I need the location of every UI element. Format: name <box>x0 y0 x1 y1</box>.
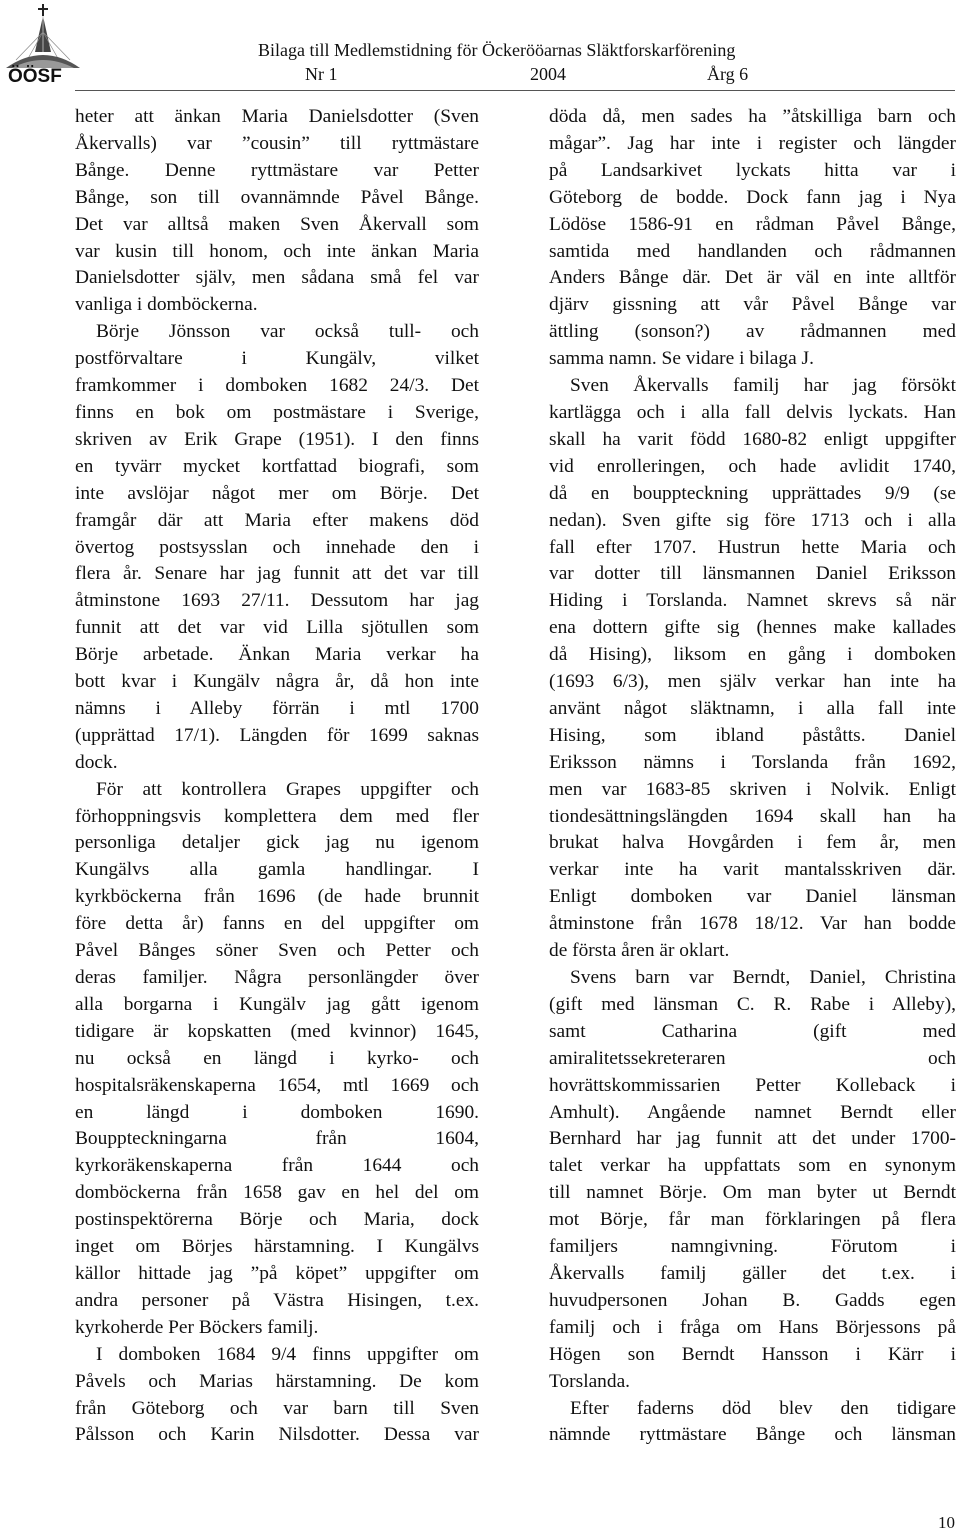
text-line: kyrkböckerna från 1696 (de hade brunnit <box>75 886 479 908</box>
text-line: amiralitetssekreteraren och <box>549 1047 956 1069</box>
text-line: Påvel Bånges söner Sven och Petter och <box>75 940 479 962</box>
text-line: familj och i fråga om Hans Börjessons på <box>549 1316 956 1338</box>
text-line: Hiding i Torslanda. Namnet skrevs så när <box>549 590 956 612</box>
text-line: verkar inte ha varit mantalsskriven där. <box>549 859 956 881</box>
text-line: samtida med handlanden och rådmannen <box>549 240 956 262</box>
header-divider <box>75 90 955 91</box>
text-line: deras familjer. Några personlängder över <box>75 967 479 988</box>
text-line: inte avslöjar något mer om Börje. Det <box>75 482 479 504</box>
text-line: flera år. Senare har jag funnit att det var till <box>75 563 479 585</box>
text-line: åtminstone från 1678 18/12. Var han bodde <box>549 913 956 935</box>
text-line: domböckerna från 1658 gav en hel del om <box>75 1182 479 1204</box>
text-line: då Hising), liksom en gång i domboken <box>549 644 956 666</box>
text-line: Danielsdotter själv, men sådana små fel var <box>75 267 479 289</box>
text-line: Hising, som ibland påståtts. Daniel <box>549 724 956 746</box>
text-line: men var 1683-85 skriven i Nolvik. Enligt <box>549 778 956 800</box>
text-line: från Göteborg och var barn till Sven <box>75 1397 479 1419</box>
text-line: framkommer i domboken 1682 24/3. Det <box>75 375 479 397</box>
text-line: Börje arbetade. Änkan Maria verkar ha <box>75 644 479 666</box>
text-line: finns en bok om postmästare i Sverige, <box>75 401 479 423</box>
text-line: Börje Jönsson var också tull- och <box>96 321 479 343</box>
text-line: samt Catharina (gift med <box>549 1020 956 1042</box>
text-line: Eriksson nämns i Torslanda från 1692, <box>549 751 956 773</box>
text-line: huvudpersonen Johan B. Gadds egen <box>549 1289 956 1311</box>
text-line: (gift med länsman C. R. Rabe i Alleby), <box>549 993 956 1015</box>
text-line: familjers namngivning. Förutom i <box>549 1236 956 1258</box>
text-line: en längd i domboken 1690. <box>75 1101 479 1123</box>
text-line: var kusin till honom, och inte änkan Maria <box>75 240 479 262</box>
text-line: vanliga i domböckerna. <box>75 294 258 316</box>
text-line: Det var alltså maken Sven Åkervall som <box>75 213 479 235</box>
text-line: djärv gissning att vår Påvel Bånge var <box>549 294 956 316</box>
text-line: Anders Bånge där. Det är väl en inte alltför <box>549 267 956 289</box>
text-line: använt något släktnamn, i alla fall inte <box>549 697 956 719</box>
text-line: dock. <box>75 751 118 773</box>
text-line: postinspektörerna Börje och Maria, dock <box>75 1209 479 1231</box>
text-line: Sven Åkervalls familj har jag försökt <box>570 375 956 397</box>
text-line: fall efter 1707. Hustrun hette Maria och <box>549 536 956 558</box>
text-line: Bouppteckningarna från 1604, <box>75 1128 479 1150</box>
issue-number: Nr 1 <box>305 64 338 84</box>
text-line: nämns i Alleby förrän i mtl 1700 <box>75 697 479 719</box>
text-line: Bånge. Denne ryttmästare var Petter <box>75 159 479 181</box>
text-line: postförvaltare i Kungälv, vilket <box>75 348 479 370</box>
text-line: ena dottern gifte sig (hennes make kallades <box>549 617 956 639</box>
text-line: heter att änkan Maria Danielsdotter (Sven <box>75 106 479 127</box>
text-line: samma namn. Se vidare i bilaga J. <box>549 348 814 370</box>
text-line: Enligt domboken var Daniel länsman <box>549 886 956 908</box>
text-line: Torslanda. <box>549 1370 631 1392</box>
text-line: förhoppningsvis komplettera dem med fler <box>75 805 479 827</box>
text-line: en tyvärr mycket kortfattad biografi, som <box>75 455 479 477</box>
text-line: Bernhard har jag funnit att det under 1700- <box>549 1128 956 1150</box>
page-number: 10 <box>938 1513 955 1532</box>
text-line: Lödöse 1586-91 en rådman Påvel Bånge, <box>549 213 956 235</box>
text-line: nedan). Sven gifte sig före 1713 och i alla <box>549 509 956 531</box>
text-line: vid enrolleringen, och hade avlidit 1740, <box>549 455 956 477</box>
text-line: bott kvar i Kungälv några år, då hon inte <box>75 671 479 693</box>
issue-year: 2004 <box>530 64 566 84</box>
text-line: alla borgarna i Kungälv jag gått igenom <box>75 993 479 1015</box>
text-line: Åkervalls) var ”cousin” till ryttmästare <box>75 132 479 154</box>
text-line: nämnde ryttmästare Bånge och länsman <box>549 1424 956 1446</box>
text-line: Påvels och Marias härstamning. De kom <box>75 1370 479 1392</box>
text-line: tiondesättningslängden 1694 skall han ha <box>549 805 956 827</box>
text-line: mågar”. Jag har inte i register och längder <box>549 132 956 154</box>
text-line: var dotter till länsmannen Daniel Eriksson <box>549 563 956 585</box>
text-line: funnit att det var vid Lilla sjötullen som <box>75 617 479 639</box>
text-line: Kungälvs alla gamla handlingar. I <box>75 859 479 881</box>
text-line: kartlägga och i alla fall delvis lyckats. Han <box>549 401 956 423</box>
text-line: Högen son Berndt Hansson i Kärr i <box>549 1343 956 1365</box>
text-line: kyrkoherde Per Böckers familj. <box>75 1316 319 1338</box>
text-line: I domboken 1684 9/4 finns uppgifter om <box>96 1343 479 1365</box>
text-line: framgår där att Maria efter makens död <box>75 509 479 531</box>
text-line: Bånge, son till ovannämnde Påvel Bånge. <box>75 186 479 208</box>
text-line: För att kontrollera Grapes uppgifter och <box>96 778 479 800</box>
text-line: hovrättskommissarien Petter Kolleback i <box>549 1074 956 1096</box>
text-line: (1693 6/3), men själv verkar han inte ha <box>549 671 956 693</box>
text-line: Åkervalls familj gäller det t.ex. i <box>549 1262 956 1284</box>
text-line: andra personer på Västra Hisingen, t.ex. <box>75 1289 479 1311</box>
text-line: hospitalsräkenskaperna 1654, mtl 1669 och <box>75 1074 479 1096</box>
society-logo <box>2 2 84 98</box>
text-line: skriven av Erik Grape (1951). I den finns <box>75 428 479 450</box>
text-line: (upprättad 17/1). Längden för 1699 saknas <box>75 724 479 746</box>
text-line: döda då, men sades ha ”åtskilliga barn och <box>549 106 956 127</box>
publication-title: Bilaga till Medlemstidning för Öckerööarnas Släktforskarförening <box>258 40 736 60</box>
text-line: Göteborg de bodde. Dock fann jag i Nya <box>549 186 956 208</box>
text-line: till namnet Börje. Om man byter ut Berndt <box>549 1182 956 1204</box>
text-line: mot Börje, får man förklaringen på flera <box>549 1209 956 1231</box>
text-line: talet verkar ha uppfattats som en synonym <box>549 1155 956 1177</box>
text-line: åtminstone 1693 27/11. Dessutom har jag <box>75 590 479 612</box>
text-line: Amhult). Angående namnet Berndt eller <box>549 1101 956 1123</box>
text-line: brukat halva Hovgården i fem år, men <box>549 832 956 854</box>
logo-text: ÖÖSF <box>8 66 62 87</box>
text-line: tidigare är kopskatten (med kvinnor) 1645, <box>75 1020 479 1042</box>
text-line: skall ha varit född 1680-82 enligt uppgifter <box>549 428 956 450</box>
text-line: Efter faderns död blev den tidigare <box>570 1397 956 1419</box>
text-line: Pålsson och Karin Nilsdotter. Dessa var <box>75 1424 479 1446</box>
text-line: på Landsarkivet lyckats hitta var i <box>549 159 956 181</box>
text-line: före detta år) fanns en del uppgifter om <box>75 913 479 935</box>
volume-number: Årg 6 <box>707 64 749 84</box>
text-line: kyrkoräkenskaperna från 1644 och <box>75 1155 479 1177</box>
text-line: källor hittade jag ”på köpet” uppgifter om <box>75 1262 479 1284</box>
text-line: då en bouppteckning upprättades 9/9 (se <box>549 482 956 504</box>
text-line: personliga detaljer gick jag nu igenom <box>75 832 479 854</box>
text-line: de första åren är oklart. <box>549 940 730 962</box>
left-column <box>75 104 479 1449</box>
text-line: nu också en längd i kyrko- och <box>75 1047 479 1069</box>
right-column <box>549 104 956 1449</box>
text-line: Svens barn var Berndt, Daniel, Christina <box>570 967 956 988</box>
text-line: ättling (sonson?) av rådmannen med <box>549 321 956 343</box>
text-line: övertog postsysslan och innehade den i <box>75 536 479 558</box>
text-line: inget om Börjes härstamning. I Kungälvs <box>75 1236 479 1258</box>
